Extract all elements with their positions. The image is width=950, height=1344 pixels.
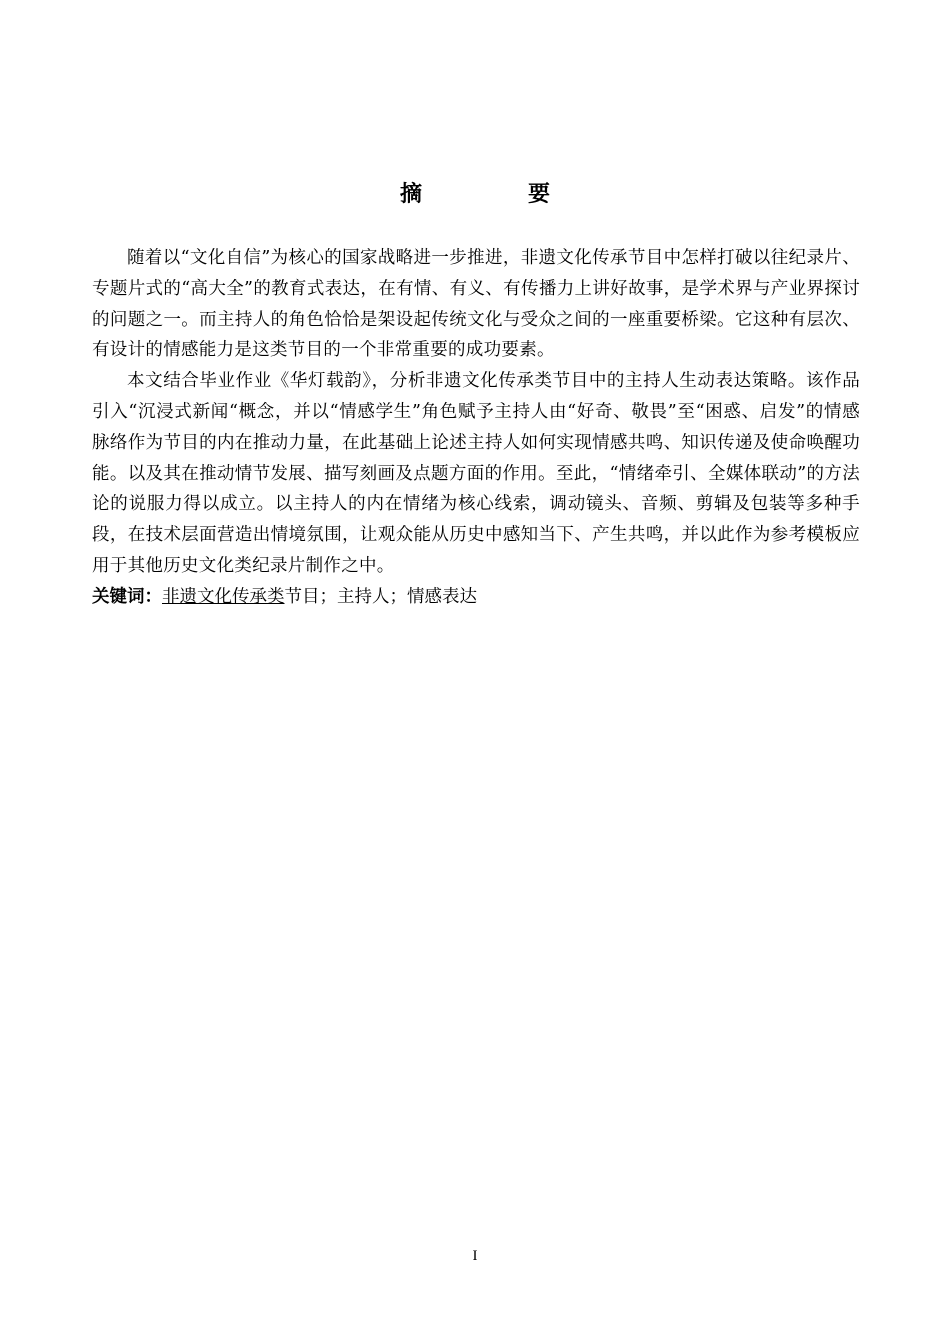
keywords-label: 关键词： xyxy=(92,586,162,607)
keywords-underlined: 非遗文化传承类 xyxy=(162,586,285,607)
abstract-paragraph-2: 本文结合毕业作业《华灯载韵》，分析非遗文化传承类节目中的主持人生动表达策略。该作品引入“沉浸式新闻“概念，并以“情感学生”角色赋予主持人由“好奇、敬畏”至“困惑、启发”的情感脉络作为节目的内在推动力量，在此基础上论述主持人如何实现情感共鸣、知识传递及使命唤醒功能。以及其在推动情节发展、描写刻画及点题方面的作用。至此，“情绪牵引、全媒体联动”的方法论的说服力得以成立。以主持人的内在情绪为核心线索，调动镜头、音频、剪辑及包装等多种手段，在技术层面营造出情境氛围，让观众能从历史中感知当下、产生共鸣，并以此作为参考模板应用于其他历史文化类纪录片制作之中。 xyxy=(92,371,860,576)
keywords-rest: 节目；主持人；情感表达 xyxy=(284,586,477,607)
abstract-paragraph-1: 随着以“文化自信”为核心的国家战略进一步推进，非遗文化传承节目中怎样打破以往纪录片、专题片式的“高大全”的教育式表达，在有情、有义、有传播力上讲好故事，是学术界与产业界探讨的问题之一。而主持人的角色恰恰是架设起传统文化与受众之间的一座重要桥梁。它这种有层次、有设计的情感能力是这类节目的一个非常重要的成功要素。 xyxy=(92,248,860,361)
keywords-line xyxy=(92,582,860,613)
page-number: I xyxy=(472,1248,478,1264)
abstract-heading: 摘 要 xyxy=(399,182,592,207)
abstract-body xyxy=(92,243,860,613)
